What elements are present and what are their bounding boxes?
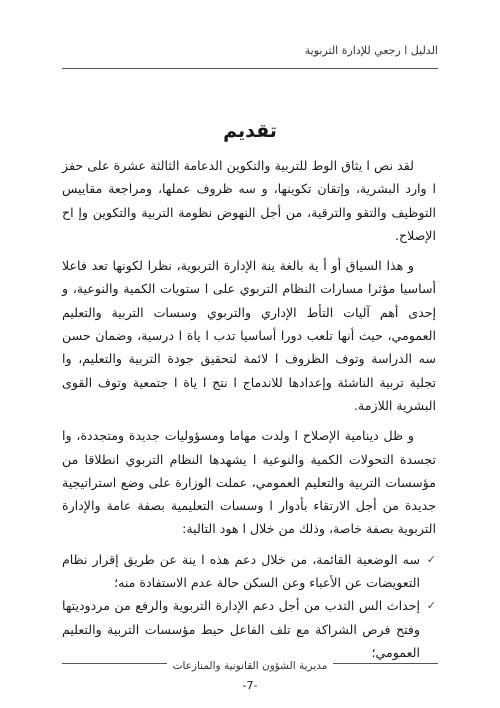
paragraph-2: و هذا السياق أو أ ية بالغة ينة الإدارة التربوية، نظرا لكونها تعد فاعلا أساسيا مؤثرا مسارات النظام التربوي على ا ستويات الكمية والنوعية، و إحدى أهم آليات التأط الإداري والتربوي وسسات التربية والتعليم العمومي، حيث أنها تلعب دورا أساسيا تدب ا ياة ا درسية، وضمان حسن سه الدراسة وتوف الظروف ا لائمة لتحقيق جودة التربية والتعليم، وا تجلية تربية الناشئة وإعدادها للاندماج ا نتج ا ياة ا جتمعية وتوف القوى البشرية اللازمة. [62,258,436,413]
running-header: الدليل ا رجعي للإدارة التربوية [304,44,438,57]
measures-list [62,548,436,664]
check-mark-icon: ✓ [426,599,436,613]
list-item-text: سه الوضعية القائمة، من خلال دعم هذه ا ينة عن طريق إقرار نظام التعويضات عن الأعباء وعن السكن حالة عدم الاستفادة منه؛ [62,551,420,591]
page-title: تقديم [223,120,277,142]
list-item-text: إحداث الس التدب من أجل دعم الإدارة التربوية والرفع من مردوديتها وفتح فرص الشراكة مع تلف الفاعل حيط مؤسسات التربية والتعليم العمومي؛ [62,598,420,660]
check-mark-icon: ✓ [426,552,436,566]
list-item [62,548,436,595]
paragraph-1: لقد نص ا يثاق الوط للتربية والتكوين الدعامة الثالثة عشرة على حفز ا وارد البشرية، وإتقان تكوينها، و سه ظروف عملها، ومراجعة مقاييس التوظيف والتقو والترقية، من أجل النهوض نظومة التربية والتكوين وإ اح الإصلاح. [62,158,436,243]
paragraph-3: و ظل دينامية الإصلاح ا ولدت مهاما ومسؤوليات جديدة ومتجددة، وا تجسدة التحولات الكمية والنوعية ا يشهدها النظام التربوي انطلاقا من مؤسسات التربية والتعليم العمومي، عملت الوزارة على وضع استراتيجية جديدة من أجل الارتقاء بأدوار ا وسسات التعليمية بصفة عامة والإدارة التربوية بصفة خاصة، وذلك من خلال ا هود التالية: [62,428,436,537]
footer [0,654,500,673]
header-divider [62,68,438,69]
page-number: -7- [242,679,258,692]
footer-text: مديرية الشؤون القانونية والمنازعات [167,660,334,672]
body-content [62,154,436,664]
